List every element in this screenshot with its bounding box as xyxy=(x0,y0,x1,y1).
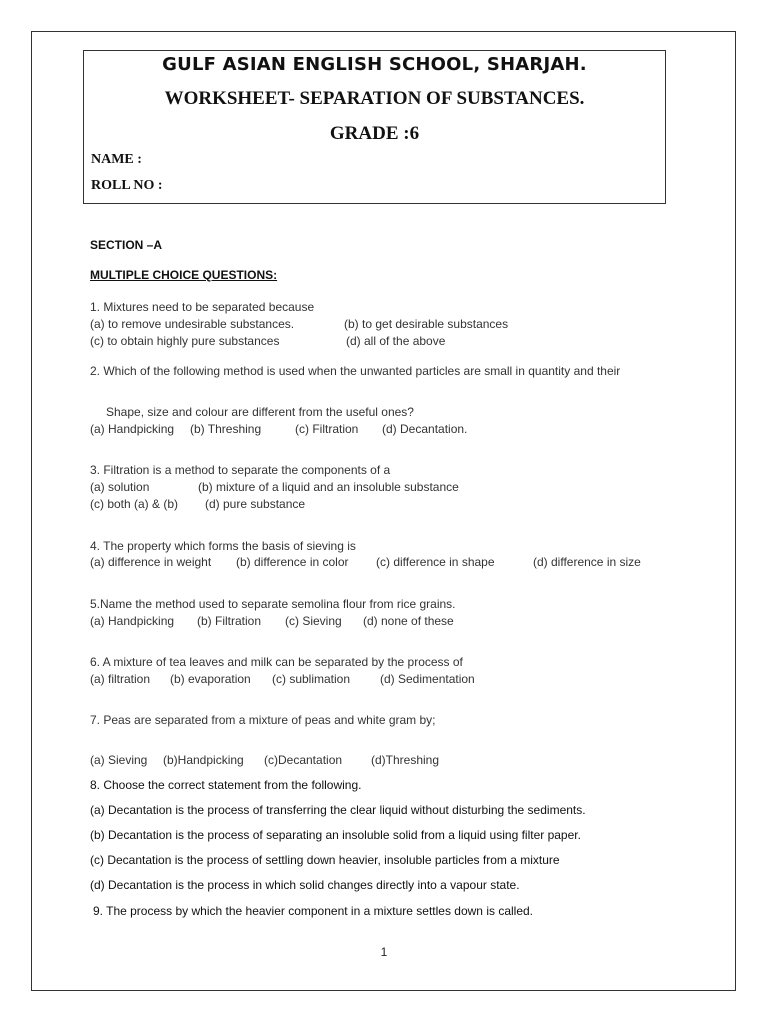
option: (c) sublimation xyxy=(272,672,351,686)
option: (b) mixture of a liquid and an insoluble substance xyxy=(198,480,459,494)
option: (a) to remove undesirable substances. xyxy=(90,317,295,331)
option: (a) Handpicking xyxy=(90,614,175,628)
option: (b) to get desirable substances xyxy=(344,317,509,331)
option: (d) Decantation. xyxy=(382,422,468,436)
question-8-option-c: (c) Decantation is the process of settling down heavier, insoluble particles from a mixture xyxy=(90,853,560,867)
option: (a) solution xyxy=(90,480,150,494)
question-5: 5.Name the method used to separate semolina flour from rice grains. xyxy=(90,597,456,611)
option: (a) Sieving xyxy=(90,753,148,767)
question-9: 9. The process by which the heavier component in a mixture settles down is called. xyxy=(93,904,534,918)
question-1: 1. Mixtures need to be separated because xyxy=(90,300,315,314)
option: (c) Sieving xyxy=(285,614,342,628)
option: (a) filtration xyxy=(90,672,151,686)
option: (d) Sedimentation xyxy=(380,672,475,686)
question-2: 2. Which of the following method is used when the unwanted particles are small in quantity and their xyxy=(90,364,621,378)
header-box xyxy=(83,50,666,204)
section-subtitle: MULTIPLE CHOICE QUESTIONS: xyxy=(90,268,278,282)
section-title: SECTION –A xyxy=(90,238,163,252)
option: (c) both (a) & (b) xyxy=(90,497,179,511)
question-3: 3. Filtration is a method to separate the components of a xyxy=(90,463,391,477)
question-6: 6. A mixture of tea leaves and milk can be separated by the process of xyxy=(90,655,463,669)
question-2-continued: Shape, size and colour are different from the useful ones? xyxy=(106,405,414,419)
option: (c)Decantation xyxy=(264,753,343,767)
option: (b) Threshing xyxy=(190,422,262,436)
option: (d) all of the above xyxy=(346,334,446,348)
option: (d) pure substance xyxy=(205,497,306,511)
option: (c) difference in shape xyxy=(376,555,495,569)
question-8-option-a: (a) Decantation is the process of transferring the clear liquid without disturbing the sediments. xyxy=(90,803,586,817)
school-name: GULF ASIAN ENGLISH SCHOOL, SHARJAH. xyxy=(162,54,587,75)
option: (b) evaporation xyxy=(170,672,251,686)
page-number: 1 xyxy=(380,945,388,959)
name-field-label: NAME : xyxy=(91,152,142,167)
question-4: 4. The property which forms the basis of sieving is xyxy=(90,539,356,553)
question-8: 8. Choose the correct statement from the following. xyxy=(90,778,362,792)
option: (c) Filtration xyxy=(295,422,359,436)
option: (c) to obtain highly pure substances xyxy=(90,334,280,348)
worksheet-title: WORKSHEET- SEPARATION OF SUBSTANCES. xyxy=(164,88,585,109)
option: (a) Handpicking xyxy=(90,422,175,436)
roll-no-field-label: ROLL NO : xyxy=(91,178,163,193)
option: (b) Filtration xyxy=(197,614,262,628)
option: (b) difference in color xyxy=(236,555,349,569)
option: (d) none of these xyxy=(363,614,454,628)
question-7: 7. Peas are separated from a mixture of peas and white gram by; xyxy=(90,713,436,727)
question-8-option-d: (d) Decantation is the process in which solid changes directly into a vapour state. xyxy=(90,878,520,892)
option: (d)Threshing xyxy=(371,753,440,767)
option: (a) difference in weight xyxy=(90,555,212,569)
option: (b)Handpicking xyxy=(163,753,244,767)
grade-label: GRADE :6 xyxy=(329,123,420,144)
option: (d) difference in size xyxy=(533,555,641,569)
question-8-option-b: (b) Decantation is the process of separating an insoluble solid from a liquid using filter paper. xyxy=(90,828,581,842)
